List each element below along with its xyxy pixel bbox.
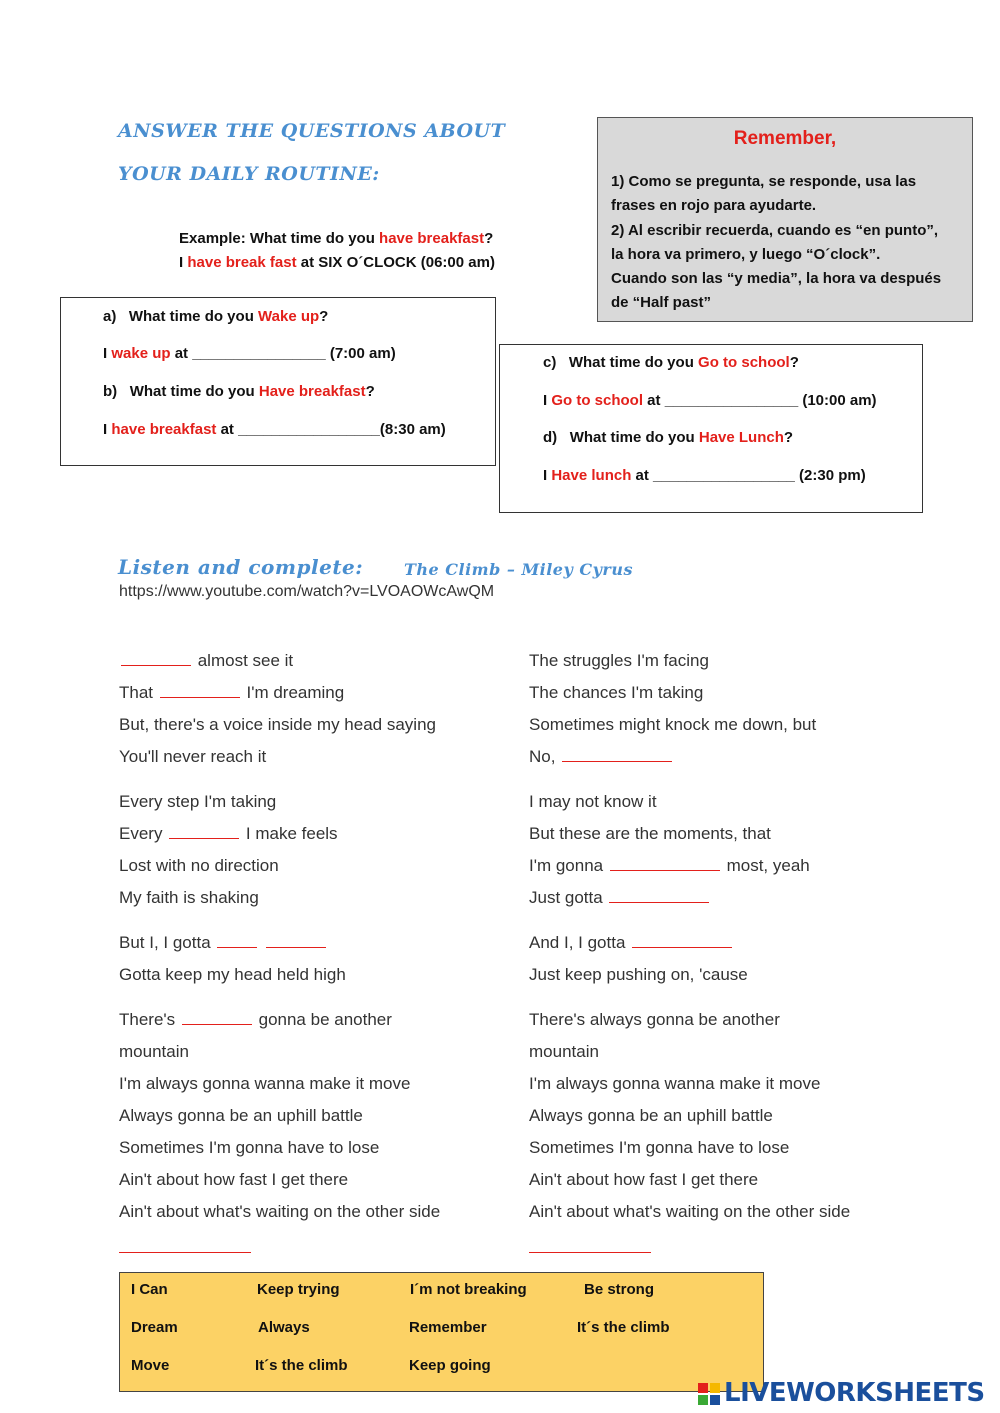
lyric-right-2: The chances I'm taking	[529, 683, 704, 702]
word-be-strong: Be strong	[584, 1281, 655, 1298]
worksheet-title-line1: ANSWER THE QUESTIONS ABOUT	[118, 120, 506, 142]
lyric-left-6: Every I make feels	[119, 824, 338, 843]
question-b: b) What time do you Have breakfast?	[103, 383, 375, 400]
lyric-right-15: Sometimes I'm gonna have to lose	[529, 1138, 790, 1157]
word-remember: Remember	[409, 1319, 487, 1336]
blank-input[interactable]	[217, 933, 257, 948]
lyric-left-8: My faith is shaking	[119, 888, 259, 907]
lyric-right-8: Just gotta	[529, 888, 711, 908]
word-i-can: I Can	[131, 1281, 168, 1298]
youtube-link[interactable]: https://www.youtube.com/watch?v=LVOAOWcAwQM	[119, 583, 495, 600]
lyric-left-14: Always gonna be an uphill battle	[119, 1106, 363, 1125]
question-a: a) What time do you Wake up?	[103, 308, 329, 325]
lyric-left-4: You'll never reach it	[119, 747, 267, 766]
example-question: Example: What time do you have breakfast?	[179, 230, 494, 247]
word-its-the-climb-2: It´s the climb	[255, 1357, 348, 1374]
word-keep-going: Keep going	[409, 1357, 491, 1374]
word-bank	[119, 1272, 764, 1392]
lyric-right-9: And I, I gotta	[529, 933, 734, 953]
lyric-left-12: mountain	[119, 1042, 189, 1061]
lyric-right-5: I may not know it	[529, 792, 657, 811]
blank-input[interactable]	[266, 933, 326, 948]
lyric-left-7: Lost with no direction	[119, 856, 279, 875]
remember-text: 1) Como se pregunta, se responde, usa las frases en rojo para ayudarte. 2) Al escribir recuerda, cuando es “en punto”, la hora va primero, y luego “O´clock”. Cuando son las “y media”, la hora va después de “Half past”	[611, 173, 942, 312]
blank-input[interactable]	[160, 683, 240, 698]
blank-input[interactable]	[609, 888, 709, 903]
word-its-the-climb-1: It´s the climb	[577, 1319, 670, 1336]
lyric-right-6: But these are the moments, that	[529, 824, 771, 843]
blank-input[interactable]	[632, 933, 732, 948]
lyric-left-18	[119, 1238, 251, 1258]
word-keep-trying: Keep trying	[257, 1281, 340, 1298]
lyric-left-5: Every step I'm taking	[119, 792, 277, 811]
word-always: Always	[258, 1319, 310, 1336]
listen-title: Listen and complete:	[118, 555, 364, 579]
worksheet-title-line2: YOUR DAILY ROUTINE:	[118, 163, 380, 185]
question-box-2	[499, 344, 923, 513]
remember-box	[597, 117, 973, 322]
lyric-left-15: Sometimes I'm gonna have to lose	[119, 1138, 380, 1157]
word-move: Move	[131, 1357, 170, 1374]
lyric-right-12: mountain	[529, 1042, 599, 1061]
liveworksheets-logo-icon	[698, 1383, 720, 1405]
lyric-left-11: There's gonna be another	[119, 1010, 392, 1029]
blank-input[interactable]	[529, 1238, 651, 1253]
lyric-left-2: That I'm dreaming	[119, 683, 345, 702]
lyric-left-17: Ain't about what's waiting on the other side	[119, 1202, 441, 1221]
question-box-1	[60, 297, 496, 466]
word-im-not-breaking: I´m not breaking	[410, 1281, 527, 1298]
blank-input[interactable]	[121, 651, 191, 666]
song-title: The Climb – Miley Cyrus	[404, 560, 633, 579]
lyric-right-16: Ain't about how fast I get there	[529, 1170, 759, 1189]
answer-b[interactable]: I have breakfast at _________________(8:30 am)	[103, 421, 446, 438]
example-answer: I have break fast at SIX O´CLOCK (06:00 am)	[179, 254, 495, 271]
question-c: c) What time do you Go to school?	[543, 354, 799, 371]
lyric-right-4: No,	[529, 747, 674, 767]
lyric-right-3: Sometimes might knock me down, but	[529, 715, 817, 734]
lyric-right-10: Just keep pushing on, 'cause	[529, 965, 748, 984]
question-d: d) What time do you Have Lunch?	[543, 429, 794, 446]
liveworksheets-logo[interactable]: LIVEWORKSHEETS	[724, 1378, 985, 1408]
lyric-right-18	[529, 1238, 651, 1258]
blank-input[interactable]	[562, 747, 672, 762]
lyric-right-7: I'm gonna most, yeah	[529, 856, 810, 875]
answer-a[interactable]: I wake up at ________________ (7:00 am)	[103, 345, 396, 362]
answer-c[interactable]: I Go to school at ________________ (10:00 am)	[543, 392, 877, 409]
lyric-right-17: Ain't about what's waiting on the other side	[529, 1202, 851, 1221]
lyric-right-14: Always gonna be an uphill battle	[529, 1106, 773, 1125]
blank-input[interactable]	[610, 856, 720, 871]
blank-input[interactable]	[169, 824, 239, 839]
blank-input[interactable]	[182, 1010, 252, 1025]
answer-d[interactable]: I Have lunch at _________________ (2:30 pm)	[543, 467, 866, 484]
lyric-right-13: I'm always gonna wanna make it move	[529, 1074, 821, 1093]
lyric-left-10: Gotta keep my head held high	[119, 965, 346, 984]
lyric-right-11: There's always gonna be another	[529, 1010, 780, 1029]
lyric-left-16: Ain't about how fast I get there	[119, 1170, 349, 1189]
lyric-right-1: The struggles I'm facing	[529, 651, 709, 670]
blank-input[interactable]	[119, 1238, 251, 1253]
lyric-left-13: I'm always gonna wanna make it move	[119, 1074, 411, 1093]
lyric-left-1: almost see it	[119, 651, 293, 671]
remember-title: Remember,	[733, 128, 837, 149]
lyric-left-3: But, there's a voice inside my head saying	[119, 715, 436, 734]
lyric-left-9: But I, I gotta	[119, 933, 328, 953]
word-dream: Dream	[131, 1319, 178, 1336]
